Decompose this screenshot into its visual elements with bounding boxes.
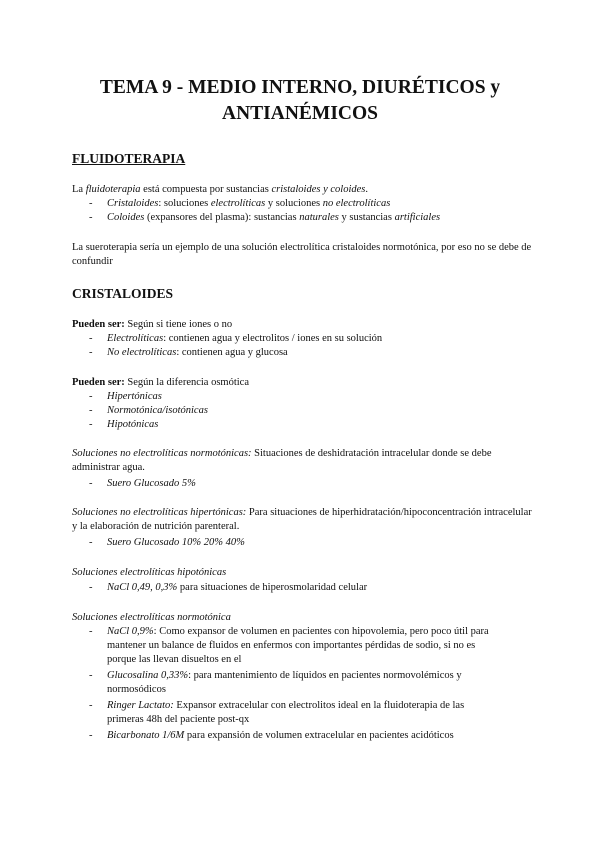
list-item: - Cristaloides: soluciones electrolíticas y soluciones no electrolíticas [89, 198, 391, 209]
term: naturales [299, 212, 339, 223]
term: electrolíticas [210, 198, 266, 209]
text: : para mantenimiento de líquidos en pacientes normovolémicos y [188, 670, 462, 681]
term: artificiales [394, 212, 441, 223]
text: Situaciones de deshidratación intracelular donde se debe administrar agua. [72, 448, 492, 473]
label: Pueden ser: [72, 377, 125, 388]
subsection-title: Soluciones electrolíticas hipotónicas [72, 567, 227, 578]
text: : contienen agua y glucosa [176, 347, 288, 358]
subsection-title: Soluciones no electrolíticas normotónicas: [72, 448, 252, 459]
list-item: - Suero Glucosado 10% 20% 40% [89, 537, 245, 548]
term: NaCl 0,9% [107, 626, 154, 637]
text: para situaciones de hiperosmolaridad celular [177, 582, 368, 593]
text: Según si tiene iones o no [124, 319, 233, 330]
term: Normotónica/isotónicas [107, 405, 208, 416]
page-title [0, 75, 600, 127]
intro-paragraph [72, 183, 368, 197]
term: Coloides [107, 212, 145, 223]
text: Expansor extracelular con electrolitos ideal en la fluidoterapia de las [173, 700, 465, 711]
section-heading-fluidoterapia: FLUIDOTERAPIA [72, 151, 186, 166]
text: : soluciones [158, 198, 211, 209]
list-item: - Hipotónicas [89, 419, 159, 430]
subsection-electroliticas-hipotonicas [72, 566, 226, 580]
title-line-2: ANTIANÉMICOS [221, 103, 379, 124]
term: Electrolíticas [107, 333, 164, 344]
list-item: - Hipertónicas [89, 391, 162, 402]
list-item: - Coloides (expansores del plasma): sustancias naturales y sustancias artificiales [89, 212, 441, 223]
list-item-continuation: mantener un balance de fluidos en enfermos con importantes pérdidas de sodio, si no es [107, 640, 476, 651]
text: (expansores del plasma): sustancias [144, 212, 300, 223]
intro-text: . [365, 184, 368, 195]
group-1-label [72, 318, 232, 332]
text: Para situaciones de hiperhidratación/hipoconcentración intracelular y la elaboración de nutrición parenteral. [72, 507, 532, 532]
subsection-no-electroliticas-normotonicas [72, 447, 532, 475]
list-item: - NaCl 0,9%: Como expansor de volumen en pacientes con hipovolemia, pero poco útil para [89, 626, 489, 637]
list-item-continuation: porque las llevan disueltos en el [107, 654, 242, 665]
subsection-title: Soluciones no electrolíticas hipertónicas: [72, 507, 247, 518]
term: NaCl 0,49, 0,3% [107, 582, 178, 593]
intro-term: fluidoterapia [85, 184, 141, 195]
list-item-continuation: primeras 48h del paciente post-qx [107, 714, 250, 725]
list-item: - Electrolíticas: contienen agua y electrolitos / iones en su solución [89, 333, 383, 344]
section-heading-cristaloides: CRISTALOIDES [72, 286, 174, 301]
text: y soluciones [265, 198, 323, 209]
term: Glucosalina 0,33% [107, 670, 189, 681]
subsection-electroliticas-normotonica [72, 611, 231, 625]
intro-text: La [72, 184, 86, 195]
text: : contienen agua y electrolitos / iones en su solución [163, 333, 383, 344]
group-2-label [72, 376, 249, 390]
text: : Como expansor de volumen en pacientes con hipovolemia, pero poco útil para [153, 626, 489, 637]
term: Bicarbonato 1/6M [107, 730, 185, 741]
note-paragraph: La sueroterapia sería un ejemplo de una solución electrolítica cristaloides normotónica, por eso no se debe de confundir [72, 242, 532, 267]
list-item-continuation: normosódicos [107, 684, 166, 695]
list-item: - Suero Glucosado 5% [89, 478, 196, 489]
subsection-title: Soluciones electrolíticas normotónica [72, 612, 231, 623]
intro-text: está compuesta por sustancias [140, 184, 272, 195]
term: Suero Glucosado 10% 20% 40% [107, 537, 245, 548]
term: Cristaloides [107, 198, 159, 209]
term: Suero Glucosado 5% [107, 478, 196, 489]
list-item: - Bicarbonato 1/6M para expansión de volumen extracelular en pacientes acidóticos [89, 730, 454, 741]
term: no electrolíticas [322, 198, 391, 209]
text: y sustancias [338, 212, 395, 223]
list-item: - Ringer Lactato: Expansor extracelular con electrolitos ideal en la fluidoterapia de las [89, 700, 465, 711]
intro-term: cristaloides y coloides [271, 184, 366, 195]
title-line-1: TEMA 9 - MEDIO INTERNO, DIURÉTICOS y [99, 77, 501, 98]
list-item: - No electrolíticas: contienen agua y glucosa [89, 347, 288, 358]
term: No electrolíticas [107, 347, 177, 358]
text: Según la diferencia osmótica [124, 377, 250, 388]
term: Hipotónicas [107, 419, 159, 430]
list-item: - Normotónica/isotónicas [89, 405, 208, 416]
label: Pueden ser: [72, 319, 125, 330]
term: Ringer Lactato: [107, 700, 174, 711]
subsection-no-electroliticas-hipertonicas [72, 506, 532, 534]
list-item: - NaCl 0,49, 0,3% para situaciones de hiperosmolaridad celular [89, 582, 368, 593]
list-item: - Glucosalina 0,33%: para mantenimiento de líquidos en pacientes normovolémicos y [89, 670, 462, 681]
text: para expansión de volumen extracelular en pacientes acidóticos [184, 730, 454, 741]
term: Hipertónicas [107, 391, 162, 402]
